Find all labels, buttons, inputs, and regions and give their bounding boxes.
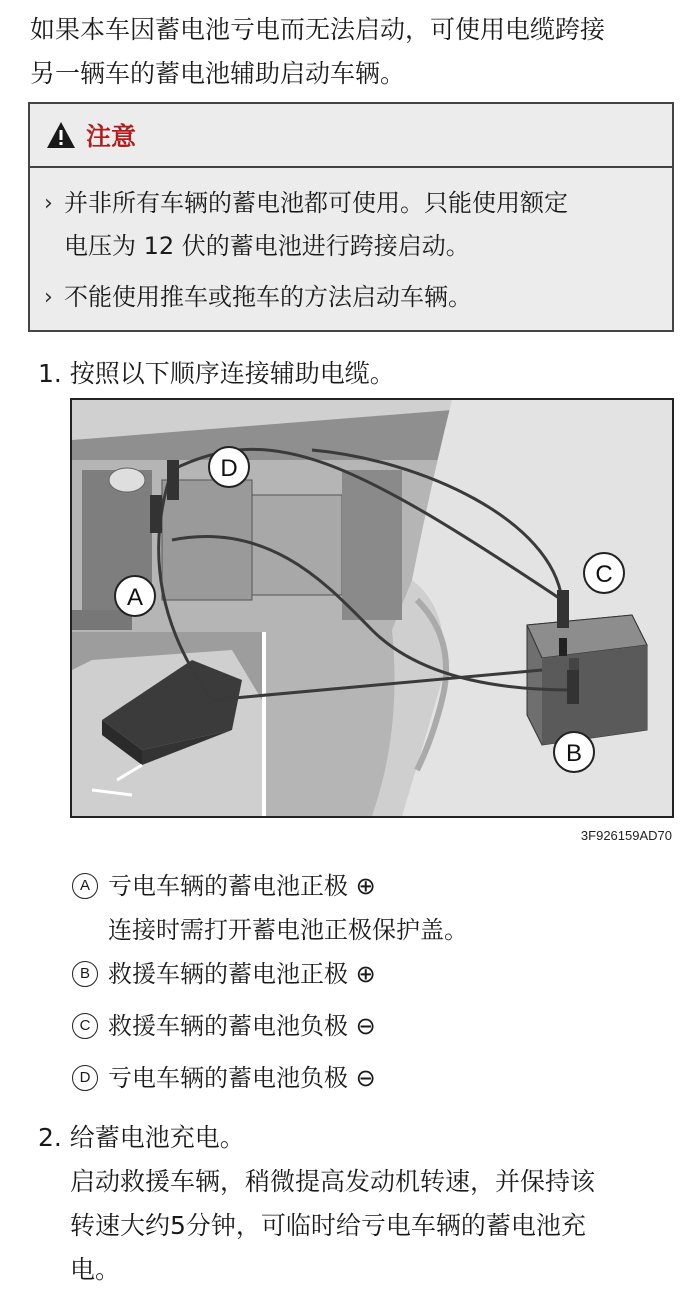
- step-2-heading: 2. 给蓄电池充电。: [38, 1123, 245, 1152]
- step-2-line: 电。: [70, 1255, 121, 1284]
- label-a: [115, 576, 155, 616]
- caution-title: 注意: [86, 122, 137, 151]
- caution-item-line: 并非所有车辆的蓄电池都可使用。只能使用额定: [64, 189, 568, 217]
- legend-text: 亏电车辆的蓄电池正极 ⊕: [108, 872, 376, 900]
- chevron-right-icon: ›: [44, 191, 53, 216]
- caution-box: [28, 102, 674, 332]
- intro-line: 另一辆车的蓄电池辅助启动车辆。: [30, 59, 406, 88]
- jump-start-illustration: [70, 398, 674, 818]
- legend-item-b: [72, 952, 672, 996]
- legend-text: 救援车辆的蓄电池正极 ⊕: [108, 960, 376, 988]
- label-b: [554, 732, 594, 772]
- step-2-line: 转速大约5分钟，可临时给亏电车辆的蓄电池充: [70, 1211, 586, 1240]
- step-2-line: 启动救援车辆，稍微提高发动机转速，并保持该: [70, 1167, 596, 1196]
- intro-line: 如果本车因蓄电池亏电而无法启动，可使用电缆跨接: [30, 15, 606, 44]
- chevron-right-icon: ›: [44, 285, 53, 310]
- jump-start-diagram: [72, 400, 672, 816]
- caution-item-line: 不能使用推车或拖车的方法启动车辆。: [64, 283, 472, 311]
- svg-text:C: C: [595, 561, 613, 588]
- legend-text: 亏电车辆的蓄电池负极 ⊖: [108, 1064, 376, 1092]
- legend-mark: D: [72, 1065, 98, 1091]
- legend-list: [72, 864, 672, 1100]
- svg-text:B: B: [565, 740, 583, 767]
- caution-item: [44, 182, 656, 268]
- intro-paragraph: [30, 8, 680, 96]
- legend-mark: C: [72, 1013, 98, 1039]
- svg-text:D: D: [220, 455, 238, 482]
- svg-text:A: A: [126, 584, 144, 611]
- legend-mark: B: [72, 961, 98, 987]
- label-c: [584, 553, 624, 593]
- step-1-heading: 1. 按照以下顺序连接辅助电缆。: [38, 359, 395, 388]
- caution-item-line: 电压为 12 伏的蓄电池进行跨接启动。: [64, 232, 470, 260]
- legend-mark: A: [72, 873, 98, 899]
- warning-icon: [46, 121, 76, 149]
- step-2: [38, 1116, 668, 1292]
- caution-header: [30, 104, 672, 168]
- caution-body: [30, 168, 672, 319]
- legend-item-c: [72, 1004, 672, 1048]
- step-2-body: [38, 1160, 668, 1292]
- caution-item: [44, 276, 656, 319]
- legend-item-d: [72, 1056, 672, 1100]
- figure-code: 3F926159AD70: [580, 828, 672, 843]
- legend-text: 救援车辆的蓄电池负极 ⊖: [108, 1012, 376, 1040]
- legend-note: 连接时需打开蓄电池正极保护盖。: [108, 916, 468, 944]
- legend-item-a: [72, 864, 672, 952]
- label-d: [209, 447, 249, 487]
